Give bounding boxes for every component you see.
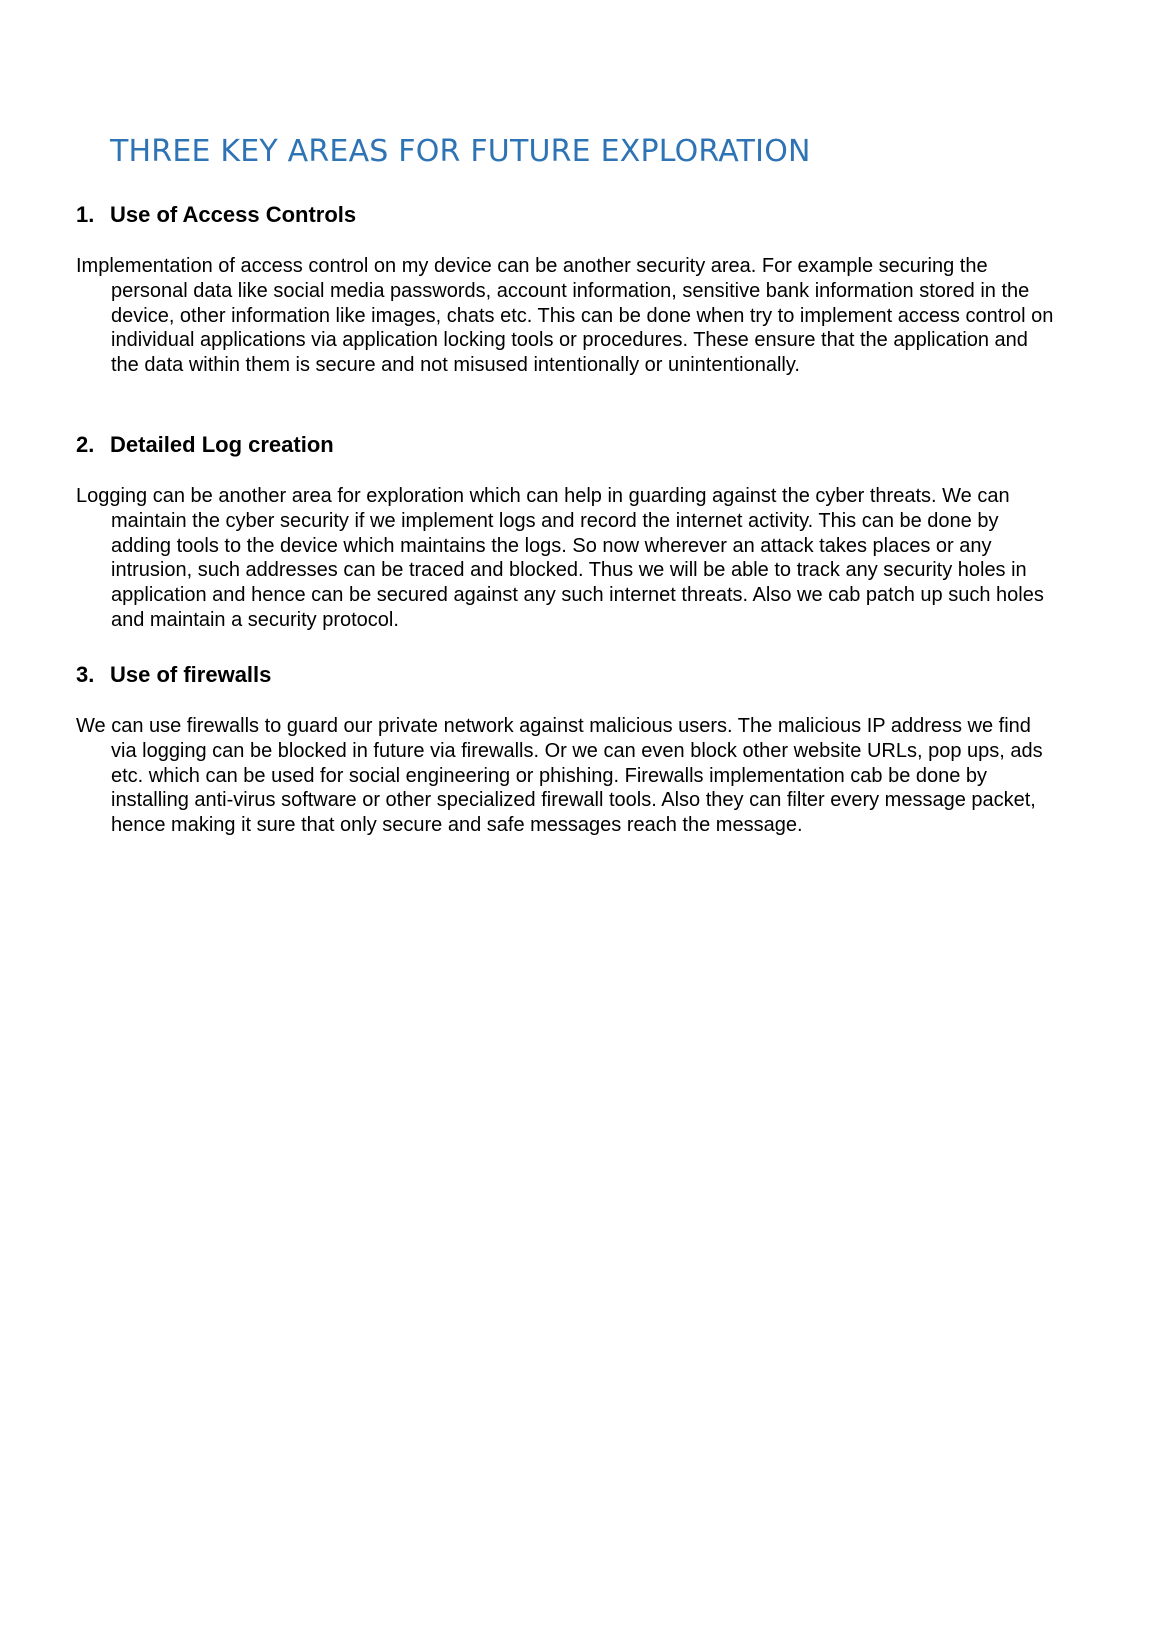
document-title: THREE KEY AREAS FOR FUTURE EXPLORATION [110, 134, 811, 169]
section-heading-text: Use of Access Controls [110, 202, 357, 227]
section-number: 2. [76, 432, 95, 457]
section-heading [76, 430, 334, 460]
section-body: We can use firewalls to guard our private network against malicious users. The malicious IP address we find via logging can be blocked in future via firewalls. Or we can even block other website URLs, pop ups, ads etc. which can be used for social engineering or phishing. Firewalls implementation cab be done by installing anti-virus software or other specialized firewall tools. Also they can filter every message packet, hence making it sure that only secure and safe messages reach the message. [76, 715, 1043, 837]
section-body: Logging can be another area for exploration which can help in guarding against the cyber threats. We can maintain the cyber security if we implement logs and record the internet activity. This can be done by adding tools to the device which maintains the logs. So now wherever an attack takes places or any intrusion, such addresses can be traced and blocked. Thus we will be able to track any security holes in application and hence can be secured against any such internet threats. Also we cab patch up such holes and maintain a security protocol. [76, 485, 1044, 631]
section-heading [76, 660, 271, 690]
section-heading [76, 200, 356, 230]
section-number: 3. [76, 662, 95, 687]
section-heading-text: Detailed Log creation [110, 432, 334, 457]
section-heading-text: Use of firewalls [110, 662, 272, 687]
section-body: Implementation of access control on my device can be another security area. For example securing the personal data like social media passwords, account information, sensitive bank information stored in the device, other information like images, chats etc. This can be done when try to implement access control on individual applications via application locking tools or procedures. These ensure that the application and the data within them is secure and not misused intentionally or unintentionally. [76, 255, 1054, 377]
section-number: 1. [76, 202, 95, 227]
